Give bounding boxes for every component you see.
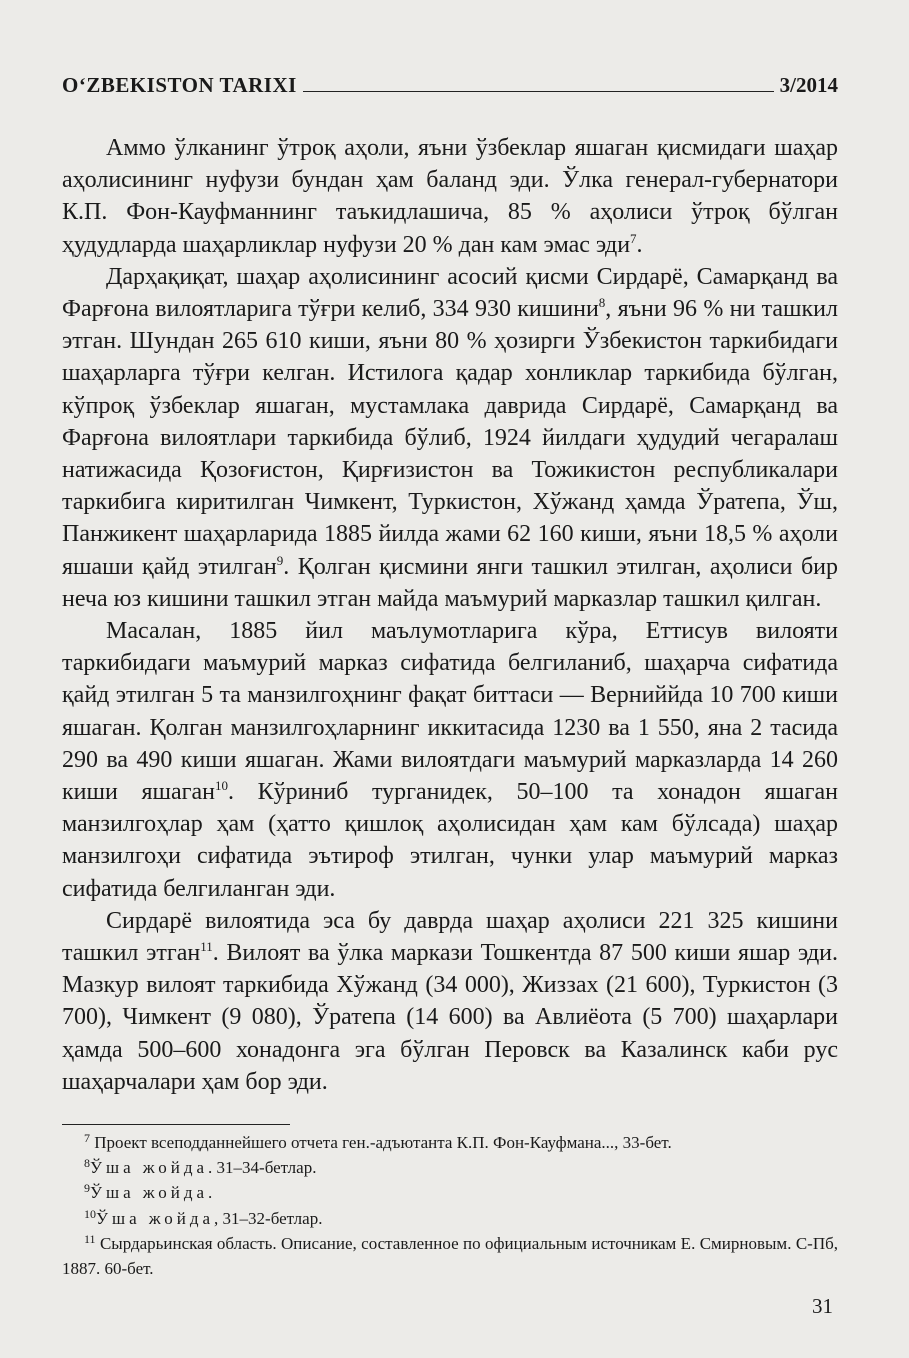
- journal-title: O‘ZBEKISTON TARIXI: [62, 73, 297, 97]
- footnote-ref[interactable]: 10: [214, 778, 228, 794]
- footnote-separator: [62, 1124, 290, 1125]
- issue-number: 3/2014: [779, 73, 838, 97]
- footnote: $^7$ Проект всеподданнейшего отчета ген.-адъютанта К.П. Фон-Кауфмана..., 33-бет.: [84, 1131, 672, 1152]
- header-rule: [303, 91, 774, 92]
- page-number: 31: [812, 1294, 833, 1318]
- footnote: $^{10}$Ўша жойда, 31–32-бетлар.: [84, 1206, 323, 1228]
- running-header: [62, 62, 838, 98]
- footnote: $^{11}$ Сырдарьинская область. Описание, составленное по официальным источникам Е. Смирновым. С-Пб, 1887. 60-бет.: [62, 1231, 838, 1279]
- footnote-ref[interactable]: 8: [598, 295, 606, 311]
- body-text: [62, 132, 838, 1098]
- paragraph: Аммо ўлканинг ўтроқ аҳоли, яъни ўзбеклар яшаган қисмидаги шаҳар аҳолисининг нуфузи бундан ҳам баланд эди. Ўлка генерал-губернатори К.П. Фон-Кауфманнинг таъкидлашича, 85 % аҳолиси ўтроқ бўлган ҳудудларда шаҳарликлар нуфузи 20 % дан кам эмас эди$^7$.: [62, 135, 838, 258]
- paragraph: Дарҳақиқат, шаҳар аҳолисининг асосий қисми Сирдарё, Самарқанд ва Фарғона вилоятларига тўғри келиб, 334 930 кишини$^8$, яъни 96 % ни ташкил этган. Шундан 265 610 киши, яъни 80 % ҳозирги Ўзбекистон таркибидаги шаҳарларга тўғри келган. Истилога қадар хонликлар таркибида бўлган, кўпроқ ўзбеклар яшаган, мустамлака даврида Сирдарё, Самарқанд ва Фарғона вилоятлари таркибида бўлиб, 1924 йилдаги ҳудудий чегаралаш натижасида Қозоғистон, Қирғизистон ва Тожикистон республикалари таркибига киритилган Чимкент, Туркистон, Хўжанд ҳамда Ўратепа, Ўш, Панжикент шаҳарларида 1885 йилда жами 62 160 киши, яъни 18,5 % аҳоли яшаши қайд этилган$^9$. Қолган қисмини янги ташкил этилган, аҳолиси бир неча юз кишини ташкил этган майда маъмурий марказлар ташкил қилган.: [62, 263, 839, 612]
- footnote-ref[interactable]: 11: [200, 939, 213, 955]
- footnotes: [62, 1130, 838, 1281]
- footnote-ref[interactable]: 9: [276, 552, 284, 568]
- footnote: $^8$Ўша жойда. 31–34-бетлар.: [84, 1156, 317, 1178]
- paragraph: Масалан, 1885 йил маълумотларига кўра, Еттисув вилояти таркибидаги маъмурий марказ сифатида белгиланиб, шаҳарча сифатида қайд этилган 5 та манзилгоҳнинг фақат биттаси — Верниййда 10 700 киши яшаган. Қолган манзилгоҳларнинг иккитасида 1230 ва 1 550, яна 2 тасида 290 ва 490 киши яшаган. Жами вилоятдаги маъмурий марказларда 14 260 киши яшаган$^{10}$. Кўриниб турганидек, 50–100 та хонадон яшаган манзилгоҳлар ҳам (ҳатто қишлоқ аҳолисидан ҳам кам бўлсада) шаҳар манзилгоҳи сифатида эътироф этилган, чунки улар маъмурий марказ сифатида белгиланган эди.: [62, 618, 838, 902]
- paragraph: Сирдарё вилоятида эса бу даврда шаҳар аҳолиси 221 325 кишини ташкил этган$^{11}$. Вилоят ва ўлка маркази Тошкентда 87 500 киши яшар эди. Мазкур вилоят таркибида Хўжанд (34 000), Жиззах (21 600), Туркистон (3 700), Чимкент (9 080), Ўратепа (14 600) ва Авлиёота (5 700) шаҳарлари ҳамда 500–600 хонадонга эга бўлган Перовск ва Казалинск каби рус шаҳарчалари ҳам бор эди.: [62, 907, 838, 1095]
- footnote-ref[interactable]: 7: [630, 230, 637, 246]
- footnote: $^9$Ўша жойда.: [84, 1181, 213, 1203]
